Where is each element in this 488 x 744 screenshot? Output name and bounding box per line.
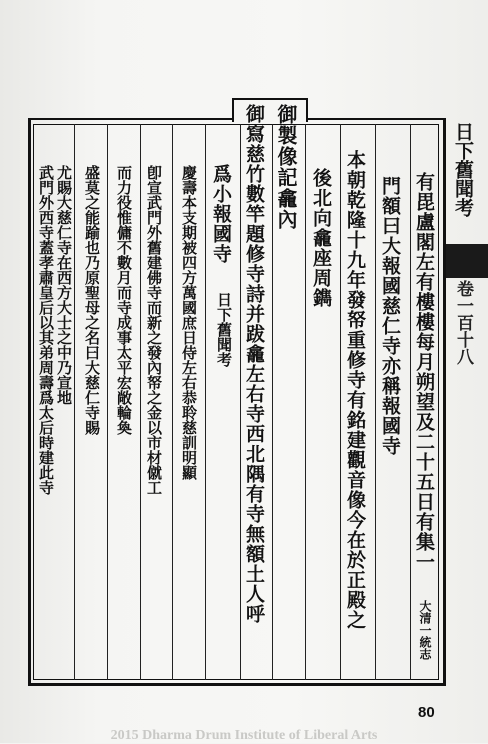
column-rule — [305, 124, 306, 680]
column-rule — [107, 124, 108, 680]
text-column: 後北向龕座周鐫 — [310, 168, 332, 308]
bleed-through-text — [40, 10, 440, 110]
page-number: 80 — [418, 704, 435, 721]
column-rule — [410, 124, 411, 680]
annotation-column: 盛莫之能踰也乃原聖母之名曰大慈仁寺賜 — [83, 165, 101, 435]
annotation-column: 卽宣武門外舊建佛寺而新之發內帑之金以市材僦工 — [145, 165, 163, 495]
column-rule — [240, 124, 241, 680]
annotation-column: 慶壽本支期被四方萬國庶日侍左右恭聆慈訓明顯 — [180, 165, 198, 480]
column-rule — [340, 124, 341, 680]
footer-watermark: 2015 Dharma Drum Institute of Liberal Arts — [110, 728, 378, 743]
column-rule — [74, 124, 75, 680]
column-rule — [140, 124, 141, 680]
text-column: 門額曰大報國慈仁寺亦稱報國寺 — [379, 176, 401, 456]
chapter-band — [446, 244, 488, 278]
annotation-column: 日下舊聞考 — [215, 292, 233, 367]
book-title-label: 日下舊聞考 — [452, 122, 474, 217]
column-rule — [375, 124, 376, 680]
column-rule — [172, 124, 173, 680]
column-rule — [272, 124, 273, 680]
text-column: 爲小報國寺 — [210, 164, 232, 264]
annotation-column: 而力役惟傭不數月而寺成事太平宏敞輪奐 — [115, 165, 133, 435]
title-column: 御製像記龕內 — [274, 104, 298, 230]
annotation-column: 尤賜大慈仁寺在西方大士之中乃宣地 — [55, 165, 73, 405]
chapter-label: 卷一百十八 — [453, 280, 473, 365]
annotation-column: 武門外西寺蓋孝肅皇后以其弟周壽爲太后時建此寺 — [37, 165, 55, 495]
column-rule — [205, 124, 206, 680]
annotation-column: 大清一統志 — [418, 600, 432, 660]
text-column: 本朝乾隆十九年發帑重修寺有銘建觀音像今在於正殿之 — [344, 150, 366, 630]
text-column: 有毘盧閣左有樓樓每月朔望及二十五日有集一 — [413, 172, 435, 572]
text-column: 御寫慈竹數竿題修寺詩并跋龕左右寺西北隅有寺無額土人呼 — [243, 104, 265, 624]
